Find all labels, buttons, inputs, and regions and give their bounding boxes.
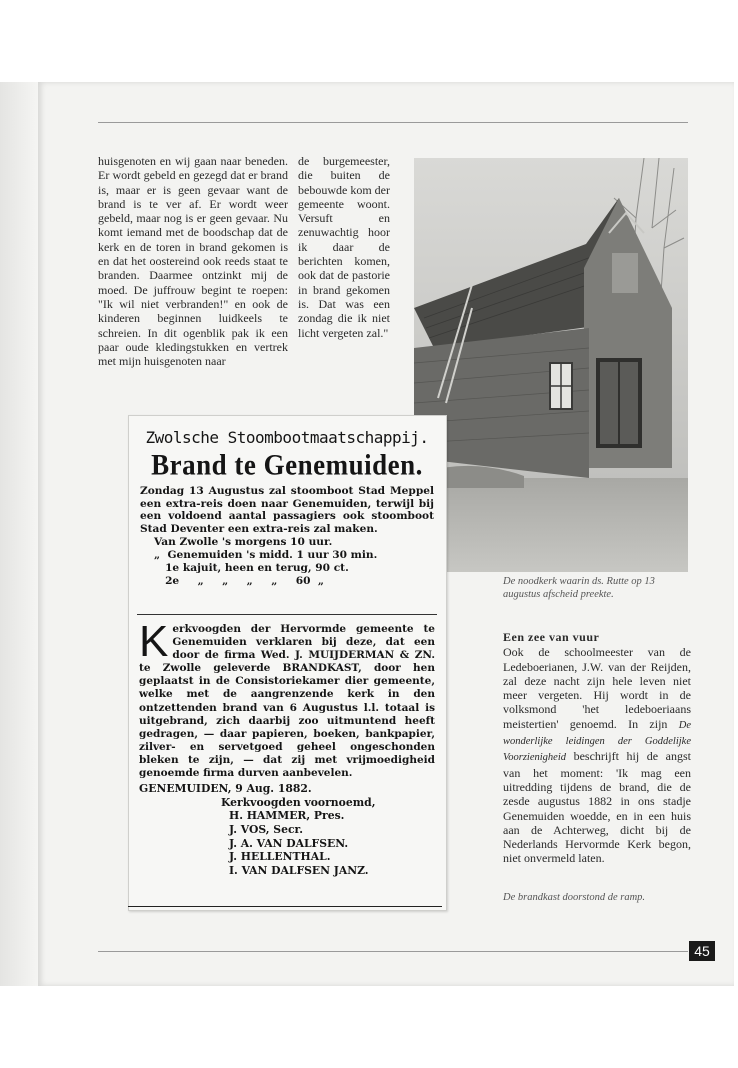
- footer-rule: [98, 951, 688, 952]
- section-text: [503, 645, 691, 865]
- signer: J. A. VAN DALFSEN.: [229, 836, 349, 850]
- timetable-line: 1e kajuit, heen en terug, 90 ct.: [154, 561, 349, 574]
- article-column-1: huisgenoten en wij gaan naar beneden. Er wordt gebeld en gezegd dat er brand is, maar er is geen gevaar want de brand is te ver af. Er wordt weer gebeld, maar nog is er geen gevaar. Nu komt iemand met de boodschap dat de kerk en de toren in brand gekomen is en dat het oostereind ook reeds staat te branden. Daarmee ontzinkt mij de moed. De juffrouw begint te roepen: "Ik wil niet verbranden!" en ook de kinderen beginnen luidkeels te schreien. In dit ogenblik pak ik een paar oude kledingstukken en vertrek met mijn huisgenoten naar: [98, 154, 288, 369]
- timetable-line: „ Genemuiden 's midd. 1 uur 30 min.: [154, 549, 378, 562]
- page-number: 45: [689, 941, 715, 961]
- article-column-2: de burgemeester, die buiten de bebouwde kom der gemeente woont. Versuft en zenuwachtig hoor ik daar de berichten komen, ook dat de pastorie in brand gekomen is. Dat was een zondag die ik niet licht vergeten zal.": [298, 154, 390, 340]
- safe-ad-body: erkvoogden der Hervormde gemeente te Genemuiden verklaren bij deze, dat een door de firma Wed. J. MUIJDERMAN & ZN. te Zwolle geleverde BRANDKAST, door hen geplaatst in de Consistoriekamer dier gemeente, welke met de aangrenzende kerk in den ontzettenden brand van 6 Augustus l.l. totaal is uitgebrand, zich daarbij zoo uitmuntend heeft gedragen, — daar papieren, boeken, bankpapier, zilver- en servetgoed geheel ongeschonden bleken te zijn, — dat zij met vrijmoedigheid genoemde firma durven aanbevelen.: [139, 623, 435, 780]
- wooden-church-image: [414, 158, 688, 572]
- signer: I. VAN DALFSEN JANZ.: [229, 863, 369, 877]
- clipping-bottom-rule: [128, 906, 442, 907]
- section-heading: Een zee van vuur: [503, 630, 600, 644]
- church-photo: [414, 158, 688, 572]
- signers-intro: Kerkvoogden voornoemd,: [221, 795, 376, 809]
- drop-cap: K: [139, 617, 169, 666]
- ad-headline: Brand te Genemuiden.: [151, 448, 423, 482]
- photo-caption: De noodkerk waarin ds. Rutte op 13 augustus afscheid preekte.: [503, 576, 655, 600]
- clipping-divider: [137, 614, 437, 615]
- ad-timetable: [135, 536, 439, 587]
- signer: J. HELLENTHAL.: [229, 850, 331, 864]
- top-rule: [98, 122, 688, 123]
- section-zee-van-vuur: [503, 630, 691, 866]
- book-title: De wonderlijke leidingen der Goddelijke Voorzienigheid: [503, 719, 691, 764]
- timetable-line: 2e „ „ „ „ 60 „: [154, 574, 324, 587]
- timetable-line: Van Zwolle 's morgens 10 uur.: [154, 536, 333, 549]
- section-text-part2: beschrijft hij de angst van het moment: 'Ik mag een uitredding tijdens de brand, die de zesde augustus 1882 in ons stadje Genemuiden woedde, en in een huis aan de Achterweg, dicht bij de Nederlands Hervormde Kerk begon, niet onvermeld laten.: [503, 749, 691, 866]
- newspaper-clipping: [128, 415, 447, 911]
- steamboat-advertisement: [135, 428, 439, 588]
- signers-list: [139, 796, 435, 878]
- ad-date: GENEMUIDEN, 9 Aug. 1882.: [139, 782, 312, 796]
- ad-body: Zondag 13 Augustus zal stoomboot Stad Meppel een extra-reis doen naar Genemuiden, terwijl bij een voldoend aantal passagiers ook stoomboot Stad Deventer een extra-reis zal maken.: [140, 485, 434, 535]
- ad-title: Zwolsche Stoombootmaatschappij.: [145, 428, 429, 447]
- book-gutter: [0, 82, 38, 986]
- signer: H. HAMMER, Pres.: [229, 809, 345, 823]
- safe-advertisement: [135, 617, 439, 877]
- clipping-caption: De brandkast doorstond de ramp.: [503, 892, 646, 903]
- signer: J. VOS, Secr.: [229, 822, 304, 836]
- section-text-part1: Ook de schoolmeester van de Ledeboerianen, J.W. van der Reijden, zal deze nacht zijn hele leven niet meer vergeten. Hij wordt in de volksmond 'het ledeboeriaans meistertien' genoemd. In zijn: [503, 645, 691, 731]
